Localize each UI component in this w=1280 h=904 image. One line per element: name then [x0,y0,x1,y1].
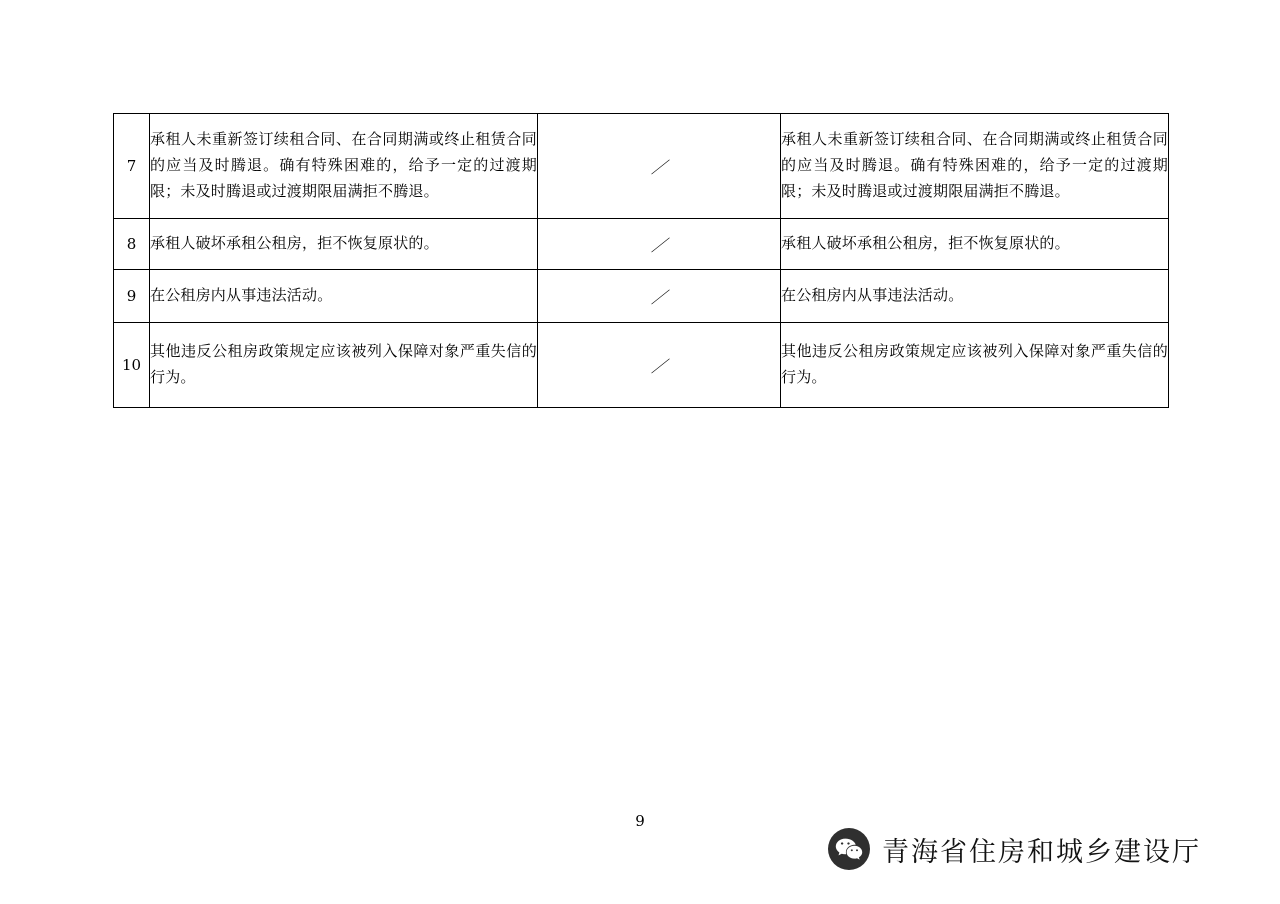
row-middle-value: ／ [538,219,781,270]
row-right-description: 承租人未重新签订续租合同、在合同期满或终止租赁合同的应当及时腾退。确有特殊困难的，给予一定的过渡期限；未及时腾退或过渡期限届满拒不腾退。 [781,114,1169,219]
row-right-description: 在公租房内从事违法活动。 [781,270,1169,323]
table-row [114,323,1169,408]
violations-table [113,113,1169,408]
table-row [114,219,1169,270]
row-middle-value: ／ [538,270,781,323]
row-right-description: 承租人破坏承租公租房，拒不恢复原状的。 [781,219,1169,270]
row-middle-value: ／ [538,114,781,219]
page-number: 9 [635,812,645,830]
row-number: 8 [114,219,150,270]
row-description: 其他违反公租房政策规定应该被列入保障对象严重失信的行为。 [150,323,538,408]
row-description: 承租人破坏承租公租房，拒不恢复原状的。 [150,219,538,270]
row-number: 10 [114,323,150,408]
row-description: 在公租房内从事违法活动。 [150,270,538,323]
table-row [114,114,1169,219]
wechat-icon [828,828,870,870]
wechat-account-name: 青海省住房和城乡建设厅 [882,836,1201,868]
row-number: 7 [114,114,150,219]
table-row [114,270,1169,323]
row-number: 9 [114,270,150,323]
wechat-badge [828,828,1201,870]
row-middle-value: ／ [538,323,781,408]
row-description: 承租人未重新签订续租合同、在合同期满或终止租赁合同的应当及时腾退。确有特殊困难的，给予一定的过渡期限；未及时腾退或过渡期限届满拒不腾退。 [150,114,538,219]
row-right-description: 其他违反公租房政策规定应该被列入保障对象严重失信的行为。 [781,323,1169,408]
